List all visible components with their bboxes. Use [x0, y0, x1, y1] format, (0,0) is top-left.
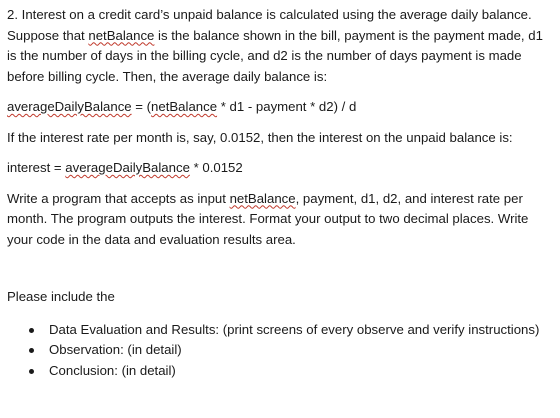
text: , payment, d1, d2, and interest rate per month. The program outputs the interest. Format your output to two decimal places. Write your code in the data and evaluation results area.	[7, 190, 529, 247]
text: = (	[131, 99, 152, 114]
instructions-list	[7, 320, 553, 382]
spellcheck-word: averageDailyBalance	[65, 160, 190, 175]
text: is the balance shown in the bill, payment is the payment made, d1 is the number of days in the billing cycle, and d2 is the number of days payment is made before billing cycle. Then, the average daily balance is:	[7, 27, 543, 84]
document-body	[7, 5, 553, 381]
formula-average-daily-balance	[7, 97, 553, 118]
text: * 0.0152	[189, 160, 243, 175]
problem-paragraph	[7, 5, 553, 87]
text: Write a program that accepts as input	[7, 190, 230, 206]
list-item	[7, 361, 553, 382]
formula-interest	[7, 158, 553, 179]
text: interest =	[7, 160, 66, 175]
spellcheck-word: averageDailyBalance	[7, 99, 132, 114]
bullet-icon	[29, 348, 34, 353]
instructions-intro: Please include the	[7, 289, 115, 304]
spellcheck-word: netBalance	[151, 99, 218, 114]
list-item-text: Observation: (in detail)	[49, 342, 182, 357]
bullet-icon	[29, 328, 34, 333]
interest-rate-paragraph: If the interest rate per month is, say, 0.0152, then the interest on the unpaid balance is:	[7, 129, 513, 145]
list-item	[7, 340, 553, 361]
spellcheck-word: netBalance	[229, 190, 296, 206]
bullet-icon	[29, 369, 34, 374]
task-paragraph	[7, 189, 553, 251]
text: * d1 - payment * d2) / d	[217, 99, 357, 114]
spellcheck-word: netBalance	[88, 27, 155, 43]
list-item	[7, 320, 553, 341]
list-item-text: Conclusion: (in detail)	[49, 362, 176, 378]
text: 2. Interest on a credit card’s unpaid balance is calculated using the average daily balance. Suppose that	[7, 7, 532, 43]
list-item-text: Data Evaluation and Results: (print screens of every observe and verify instructions)	[49, 321, 540, 337]
